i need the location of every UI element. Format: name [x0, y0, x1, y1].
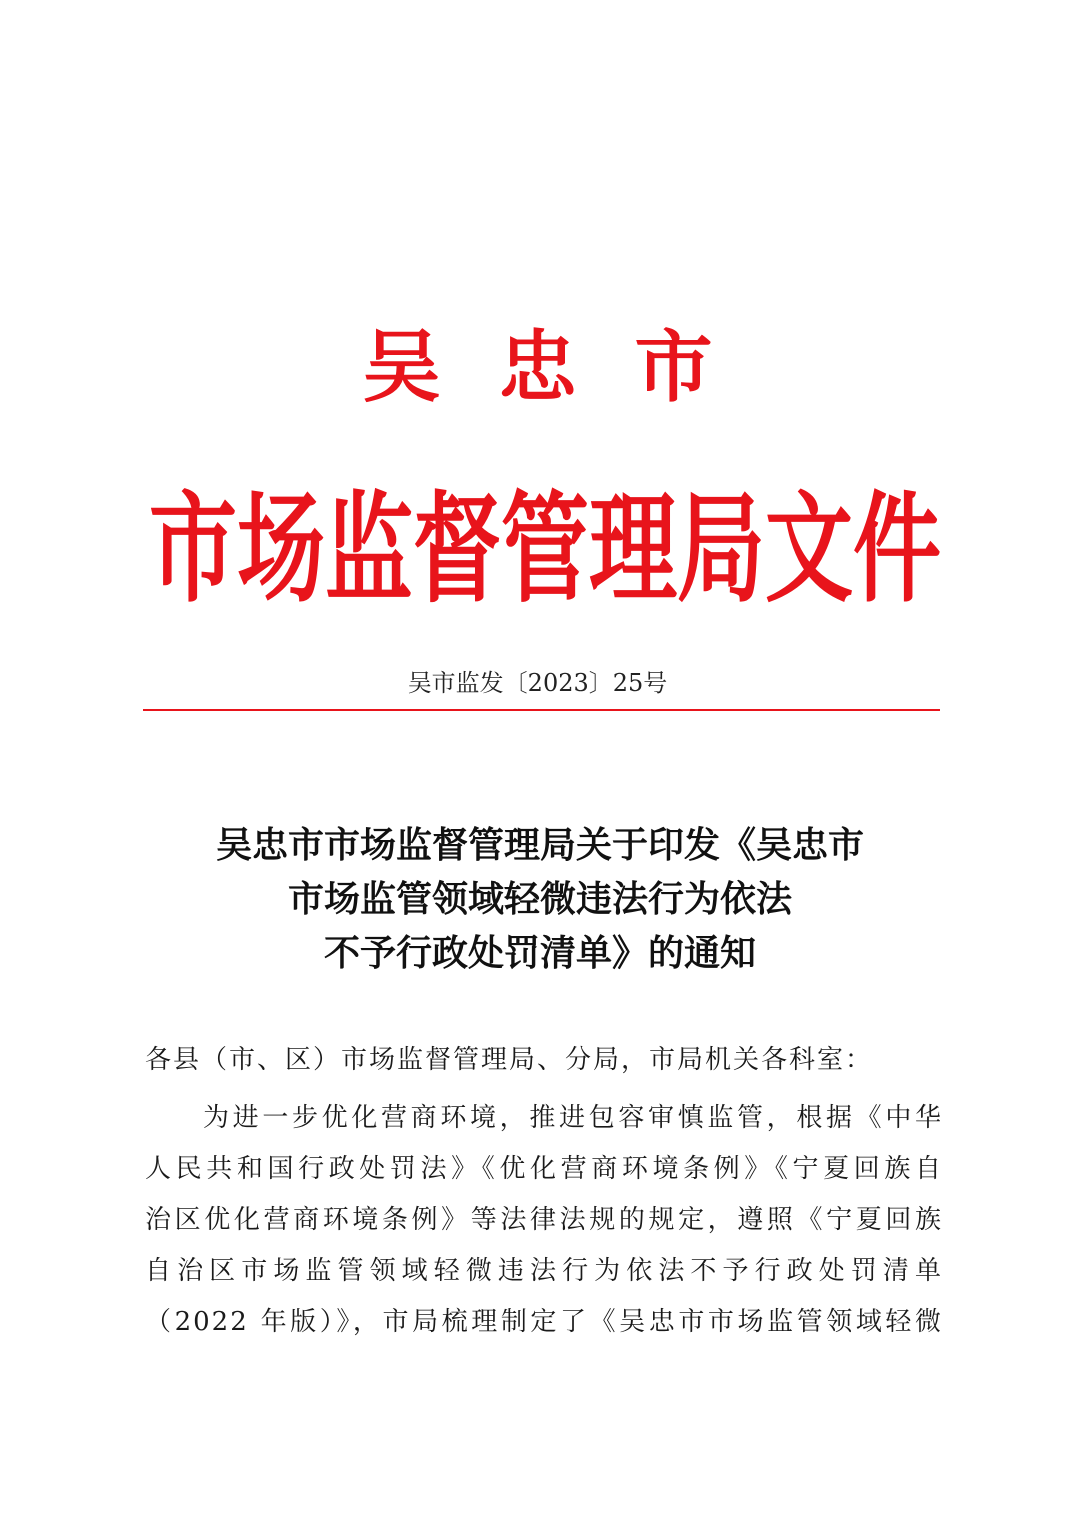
- body-line: （2022 年版）》，市局梳理制定了《吴忠市市场监管领域轻微: [145, 1307, 943, 1337]
- document-title-line: 吴忠市市场监督管理局关于印发《吴忠市: [215, 824, 864, 866]
- body-line: 治区优化营商环境条例》等法律法规的规定，遵照《宁夏回族: [145, 1205, 943, 1235]
- document-title-line: 市场监管领域轻微违法行为依法: [287, 878, 792, 920]
- body-paragraph: [145, 1093, 943, 1348]
- body-line: 自治区市场监管领域轻微违法行为依法不予行政处罚清单: [145, 1256, 943, 1286]
- body-line: 为进一步优化营商环境，推进包容审慎监管，根据《中华: [203, 1103, 943, 1133]
- body-line: 人民共和国行政处罚法》《优化营商环境条例》《宁夏回族自: [145, 1154, 943, 1184]
- issuer-document-heading: 市场监督管理局文件: [148, 479, 941, 619]
- document-title: [140, 818, 940, 980]
- document-title-line: 不予行政处罚清单》的通知: [323, 932, 756, 974]
- salutation: 各县（市、区）市场监督管理局、分局，市局机关各科室：: [145, 1045, 874, 1075]
- red-separator-line: [143, 709, 940, 711]
- issuer-city-name: 吴忠市: [362, 323, 771, 413]
- document-number: 吴市监发〔2023〕25号: [407, 669, 668, 697]
